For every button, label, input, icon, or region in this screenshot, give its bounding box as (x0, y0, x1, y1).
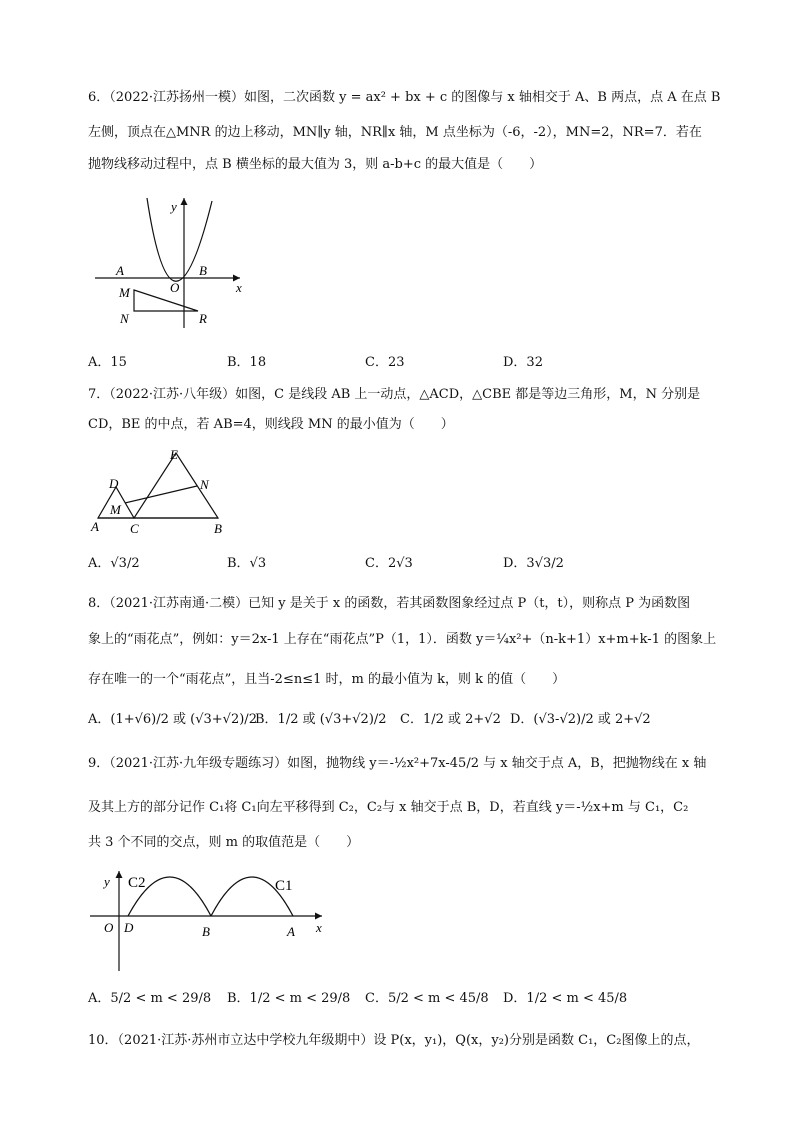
q8-line-3: 存在唯一的一个“雨花点”，且当-2≤n≤1 时，m 的最小值为 k，则 k 的值（ ） (88, 672, 566, 687)
q9-label-a: A (287, 924, 295, 939)
q8-line-2: 象上的“雨花点”，例如：y＝2x-1 上存在“雨花点”P（1，1）．函数 y＝¼x²+（n-k+1）x+m+k-1 的图象上 (88, 632, 717, 647)
q6-line-1: 6．（2022·江苏扬州一模）如图，二次函数 y = ax² + bx + c 的图像与 x 轴相交于 A、B 两点，点 A 在点 B (88, 90, 721, 105)
q10-line-1: 10．（2021·江苏·苏州市立达中学校九年级期中）设 P(x，y₁)，Q(x，y₂)分别是函数 C₁，C₂图像上的点， (88, 1033, 700, 1048)
q9-option-d[interactable]: D．1/2 < m < 45/8 (503, 991, 628, 1006)
q9-label-c2: C2 (128, 875, 146, 891)
q7-label-b: B (214, 521, 222, 536)
q7-label-m: M (110, 502, 121, 517)
q9-label-b: B (202, 924, 210, 939)
q7-label-n: N (200, 477, 209, 492)
q8-option-c[interactable]: C．1/2 或 2+√2 (400, 712, 501, 727)
q9-label-c1: C1 (275, 878, 293, 894)
q7-line-1: 7．（2022·江苏·八年级）如图，C 是线段 AB 上一动点，△ACD，△CBE 都是等边三角形，M，N 分别是 (88, 387, 701, 402)
q6-label-b: B (199, 263, 207, 278)
q6-label-y: y (171, 199, 177, 214)
q6-label-n: N (120, 311, 129, 326)
q9-option-c[interactable]: C．5/2 < m < 45/8 (365, 991, 489, 1006)
q6-label-m: M (119, 285, 130, 300)
q7-label-a: A (91, 519, 99, 534)
q7-label-c: C (130, 521, 139, 536)
q7-option-b[interactable]: B．√3 (227, 556, 267, 571)
q6-figure (90, 193, 260, 333)
q6-option-c[interactable]: C．23 (365, 355, 405, 370)
q6-line-2: 左侧，顶点在△MNR 的边上移动，MN∥y 轴，NR∥x 轴，M 点坐标为（-6，-2），MN=2，NR=7．若在 (88, 125, 702, 140)
q8-option-d[interactable]: D．(√3-√2)/2 或 2+√2 (510, 712, 651, 727)
q9-line-1: 9．（2021·江苏·九年级专题练习）如图，抛物线 y＝-½x²+7x-45/2 与 x 轴交于点 A，B，把抛物线在 x 轴 (88, 756, 707, 771)
q8-option-b[interactable]: B．1/2 或 (√3+√2)/2 (255, 712, 387, 727)
q8-option-a[interactable]: A．(1+√6)/2 或 (√3+√2)/2 (88, 712, 257, 727)
q9-label-o: O (104, 920, 114, 935)
q6-option-a[interactable]: A．15 (88, 355, 127, 370)
q7-figure (88, 445, 233, 537)
q9-label-y: y (104, 874, 110, 889)
q6-label-r: R (199, 311, 207, 326)
q6-label-x: x (236, 280, 242, 295)
q7-label-e: E (170, 447, 178, 462)
q9-option-a[interactable]: A．5/2 < m < 29/8 (88, 991, 212, 1006)
q6-label-o: O (170, 280, 180, 295)
q9-line-3: 共 3 个不同的交点，则 m 的取值范是（ ） (88, 835, 360, 850)
q9-label-d: D (124, 920, 134, 935)
q7-segment-mn (125, 486, 197, 503)
q7-line-2: CD，BE 的中点，若 AB=4，则线段 MN 的最小值为（ ） (88, 417, 454, 432)
q7-option-c[interactable]: C．2√3 (365, 556, 413, 571)
q6-line-3: 抛物线移动过程中，点 B 横坐标的最大值为 3，则 a-b+c 的最大值是（ ） (88, 157, 543, 172)
q6-option-d[interactable]: D．32 (503, 355, 543, 370)
q8-line-1: 8．（2021·江苏南通·二模）已知 y 是关于 x 的函数，若其函数图象经过点 P（t，t），则称点 P 为函数图 (88, 596, 691, 611)
q9-line-2: 及其上方的部分记作 C₁将 C₁向左平移得到 C₂，C₂与 x 轴交于点 B，D，若直线 y＝-½x+m 与 C₁，C₂ (88, 800, 689, 815)
q6-option-b[interactable]: B．18 (227, 355, 267, 370)
q6-label-a: A (116, 263, 124, 278)
q7-option-d[interactable]: D．3√3/2 (503, 556, 564, 571)
q9-figure (90, 866, 335, 976)
q6-triangle-mnr (134, 290, 198, 311)
q7-label-d: D (109, 476, 119, 491)
q9-option-b[interactable]: B．1/2 < m < 29/8 (227, 991, 351, 1006)
q9-label-x: x (316, 920, 322, 935)
q7-option-a[interactable]: A．√3/2 (88, 556, 140, 571)
